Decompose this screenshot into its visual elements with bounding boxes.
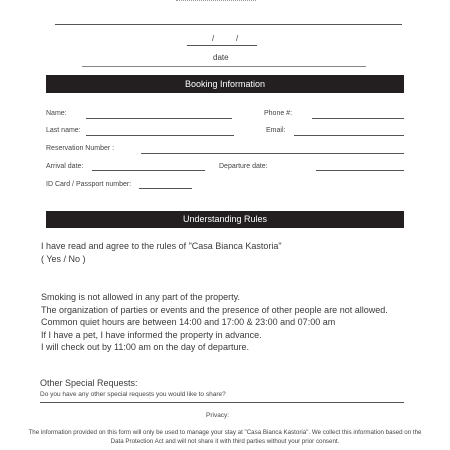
reservation-number-field[interactable] [141,153,404,154]
name-field[interactable] [86,118,232,119]
rule-line: Smoking is not allowed in any part of the property. [41,292,240,302]
booking-information-header: Booking Information [46,75,404,93]
special-requests-field[interactable] [40,402,404,403]
last-name-label: Last name: [46,127,81,134]
signature-line[interactable] [55,24,402,25]
yes-no-choice[interactable]: ( Yes / No ) [41,254,86,264]
understanding-rules-header: Understanding Rules [46,211,404,228]
privacy-text-line-2: Data Protection Act and will not share it with third parties without your prior consent. [110,438,340,445]
special-requests-title: Other Special Requests: [40,378,138,388]
date-separator: / [212,34,215,43]
rule-line: If I have a pet, I have informed the property in advance. [41,330,262,340]
special-requests-question: Do you have any other special requests you would like to share? [40,391,226,398]
cropped-header-fragment [176,0,256,1]
reservation-number-label: Reservation Number : [46,145,115,152]
date-underline [82,66,366,67]
arrival-date-field[interactable] [92,170,205,171]
id-passport-label: ID Card / Passport number: [46,181,132,188]
agree-rules-text: I have read and agree to the rules of "Casa Bianca Kastoria" [41,241,282,251]
email-label: Email: [266,127,286,134]
rule-line: I will check out by 11:00 am on the day of departure. [41,342,249,352]
departure-date-label: Departure date: [219,163,268,170]
phone-label: Phone #: [264,110,293,117]
date-label: date [213,53,229,62]
date-field-line[interactable] [187,45,257,46]
phone-field[interactable] [312,118,404,119]
rule-line: The organization of parties or events and the presence of other people are not allowed. [41,305,388,315]
arrival-date-label: Arrival date: [46,163,84,170]
last-name-field[interactable] [86,135,234,136]
email-field[interactable] [294,135,404,136]
rule-line: Common quiet hours are between 14:00 and 17:00 & 23:00 and 07:00 am [41,317,336,327]
date-separator: / [236,34,239,43]
name-label: Name: [46,110,67,117]
privacy-title: Privacy: [206,412,230,419]
id-passport-field[interactable] [139,188,192,189]
departure-date-field[interactable] [316,170,404,171]
privacy-text-line-1: The information provided on this form will only be used to manage your stay at "Casa Bianca Kastoria". We collect this information based on the [28,429,422,436]
